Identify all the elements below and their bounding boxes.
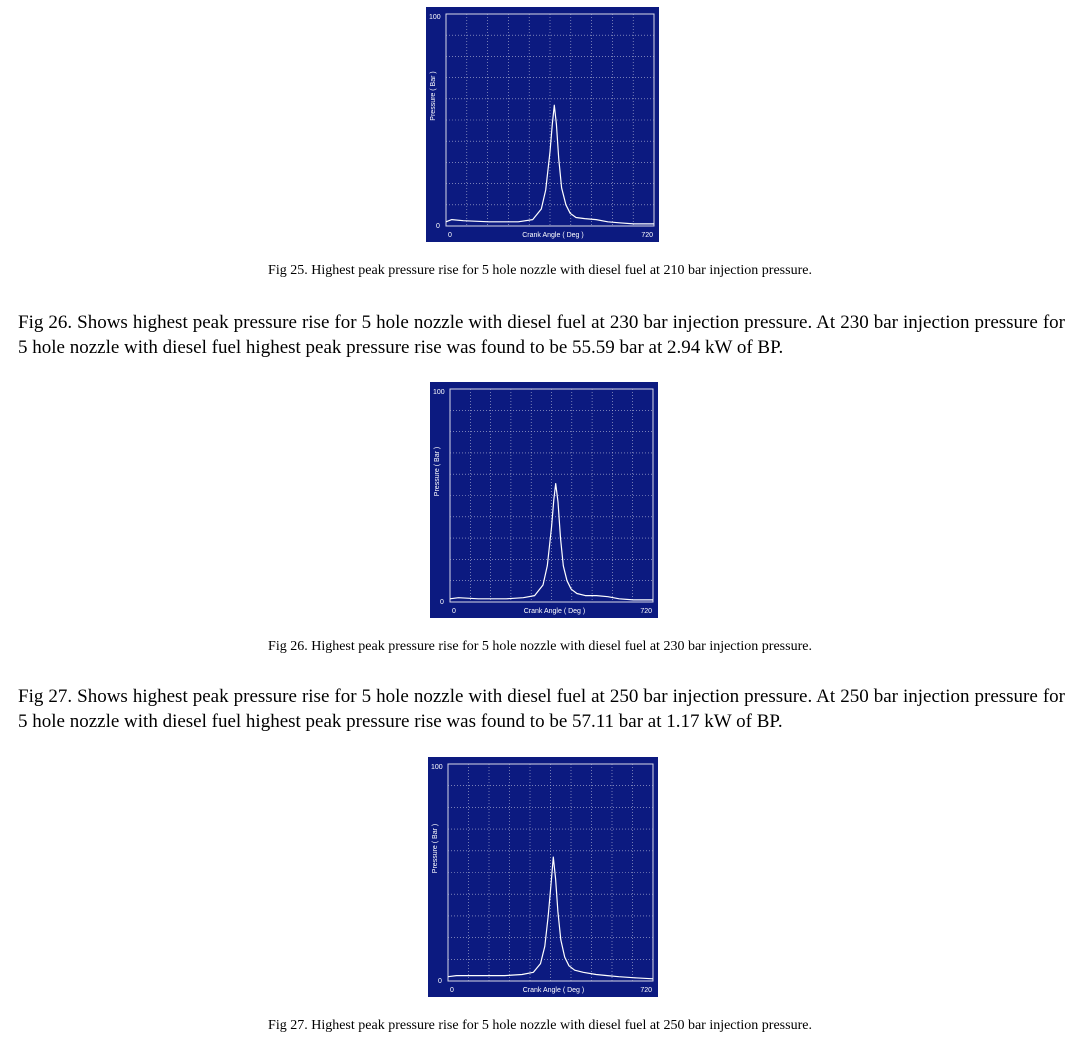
figure-27 — [428, 757, 658, 997]
x-axis-label: Crank Angle ( Deg ) — [523, 608, 586, 615]
y-tick-min-label: 0 — [436, 223, 440, 230]
x-axis-label: Crank Angle ( Deg ) — [522, 232, 584, 239]
x-tick-min-label: 0 — [450, 987, 454, 994]
figure-26 — [430, 382, 658, 618]
figure-25 — [426, 7, 659, 242]
x-tick-min-label: 0 — [448, 232, 452, 239]
x-tick-min-label: 0 — [452, 608, 456, 615]
x-tick-max-label: 720 — [640, 987, 652, 994]
figure-27-caption: Fig 27. Highest peak pressure rise for 5 hole nozzle with diesel fuel at 250 bar injection pressure. — [268, 1018, 812, 1033]
chart-background — [428, 757, 658, 997]
y-axis-label: Pressure ( Bar ) — [434, 446, 441, 497]
y-axis-label: Pressure ( Bar ) — [432, 823, 439, 874]
figure-25-caption: Fig 25. Highest peak pressure rise for 5 hole nozzle with diesel fuel at 210 bar injection pressure. — [268, 263, 812, 278]
y-tick-max-label: 100 — [431, 764, 443, 771]
pressure-chart-fig-25 — [426, 7, 659, 242]
y-tick-max-label: 100 — [429, 14, 441, 21]
y-tick-min-label: 0 — [440, 599, 444, 606]
y-tick-min-label: 0 — [438, 978, 442, 985]
y-axis-label: Pressure ( Bar ) — [430, 71, 437, 121]
body-paragraph-fig-27: Fig 27. Shows highest peak pressure rise for 5 hole nozzle with diesel fuel at 250 bar injection pressure. At 250 bar injection pressure for 5 hole nozzle with diesel fuel highest peak pressure rise was found to be 57.11 bar at 1.17 kW of BP. — [18, 686, 1065, 732]
x-tick-max-label: 720 — [641, 232, 653, 239]
chart-background — [426, 7, 659, 242]
pressure-chart-fig-26 — [430, 382, 658, 618]
x-tick-max-label: 720 — [640, 608, 652, 615]
figure-26-caption: Fig 26. Highest peak pressure rise for 5 hole nozzle with diesel fuel at 230 bar injection pressure. — [268, 639, 812, 654]
x-axis-label: Crank Angle ( Deg ) — [522, 987, 585, 994]
pressure-chart-fig-27 — [428, 757, 658, 997]
body-paragraph-fig-26: Fig 26. Shows highest peak pressure rise for 5 hole nozzle with diesel fuel at 230 bar injection pressure. At 230 bar injection pressure for 5 hole nozzle with diesel fuel highest peak pressure rise was found to be 55.59 bar at 2.94 kW of BP. — [18, 312, 1065, 358]
y-tick-max-label: 100 — [433, 389, 445, 396]
